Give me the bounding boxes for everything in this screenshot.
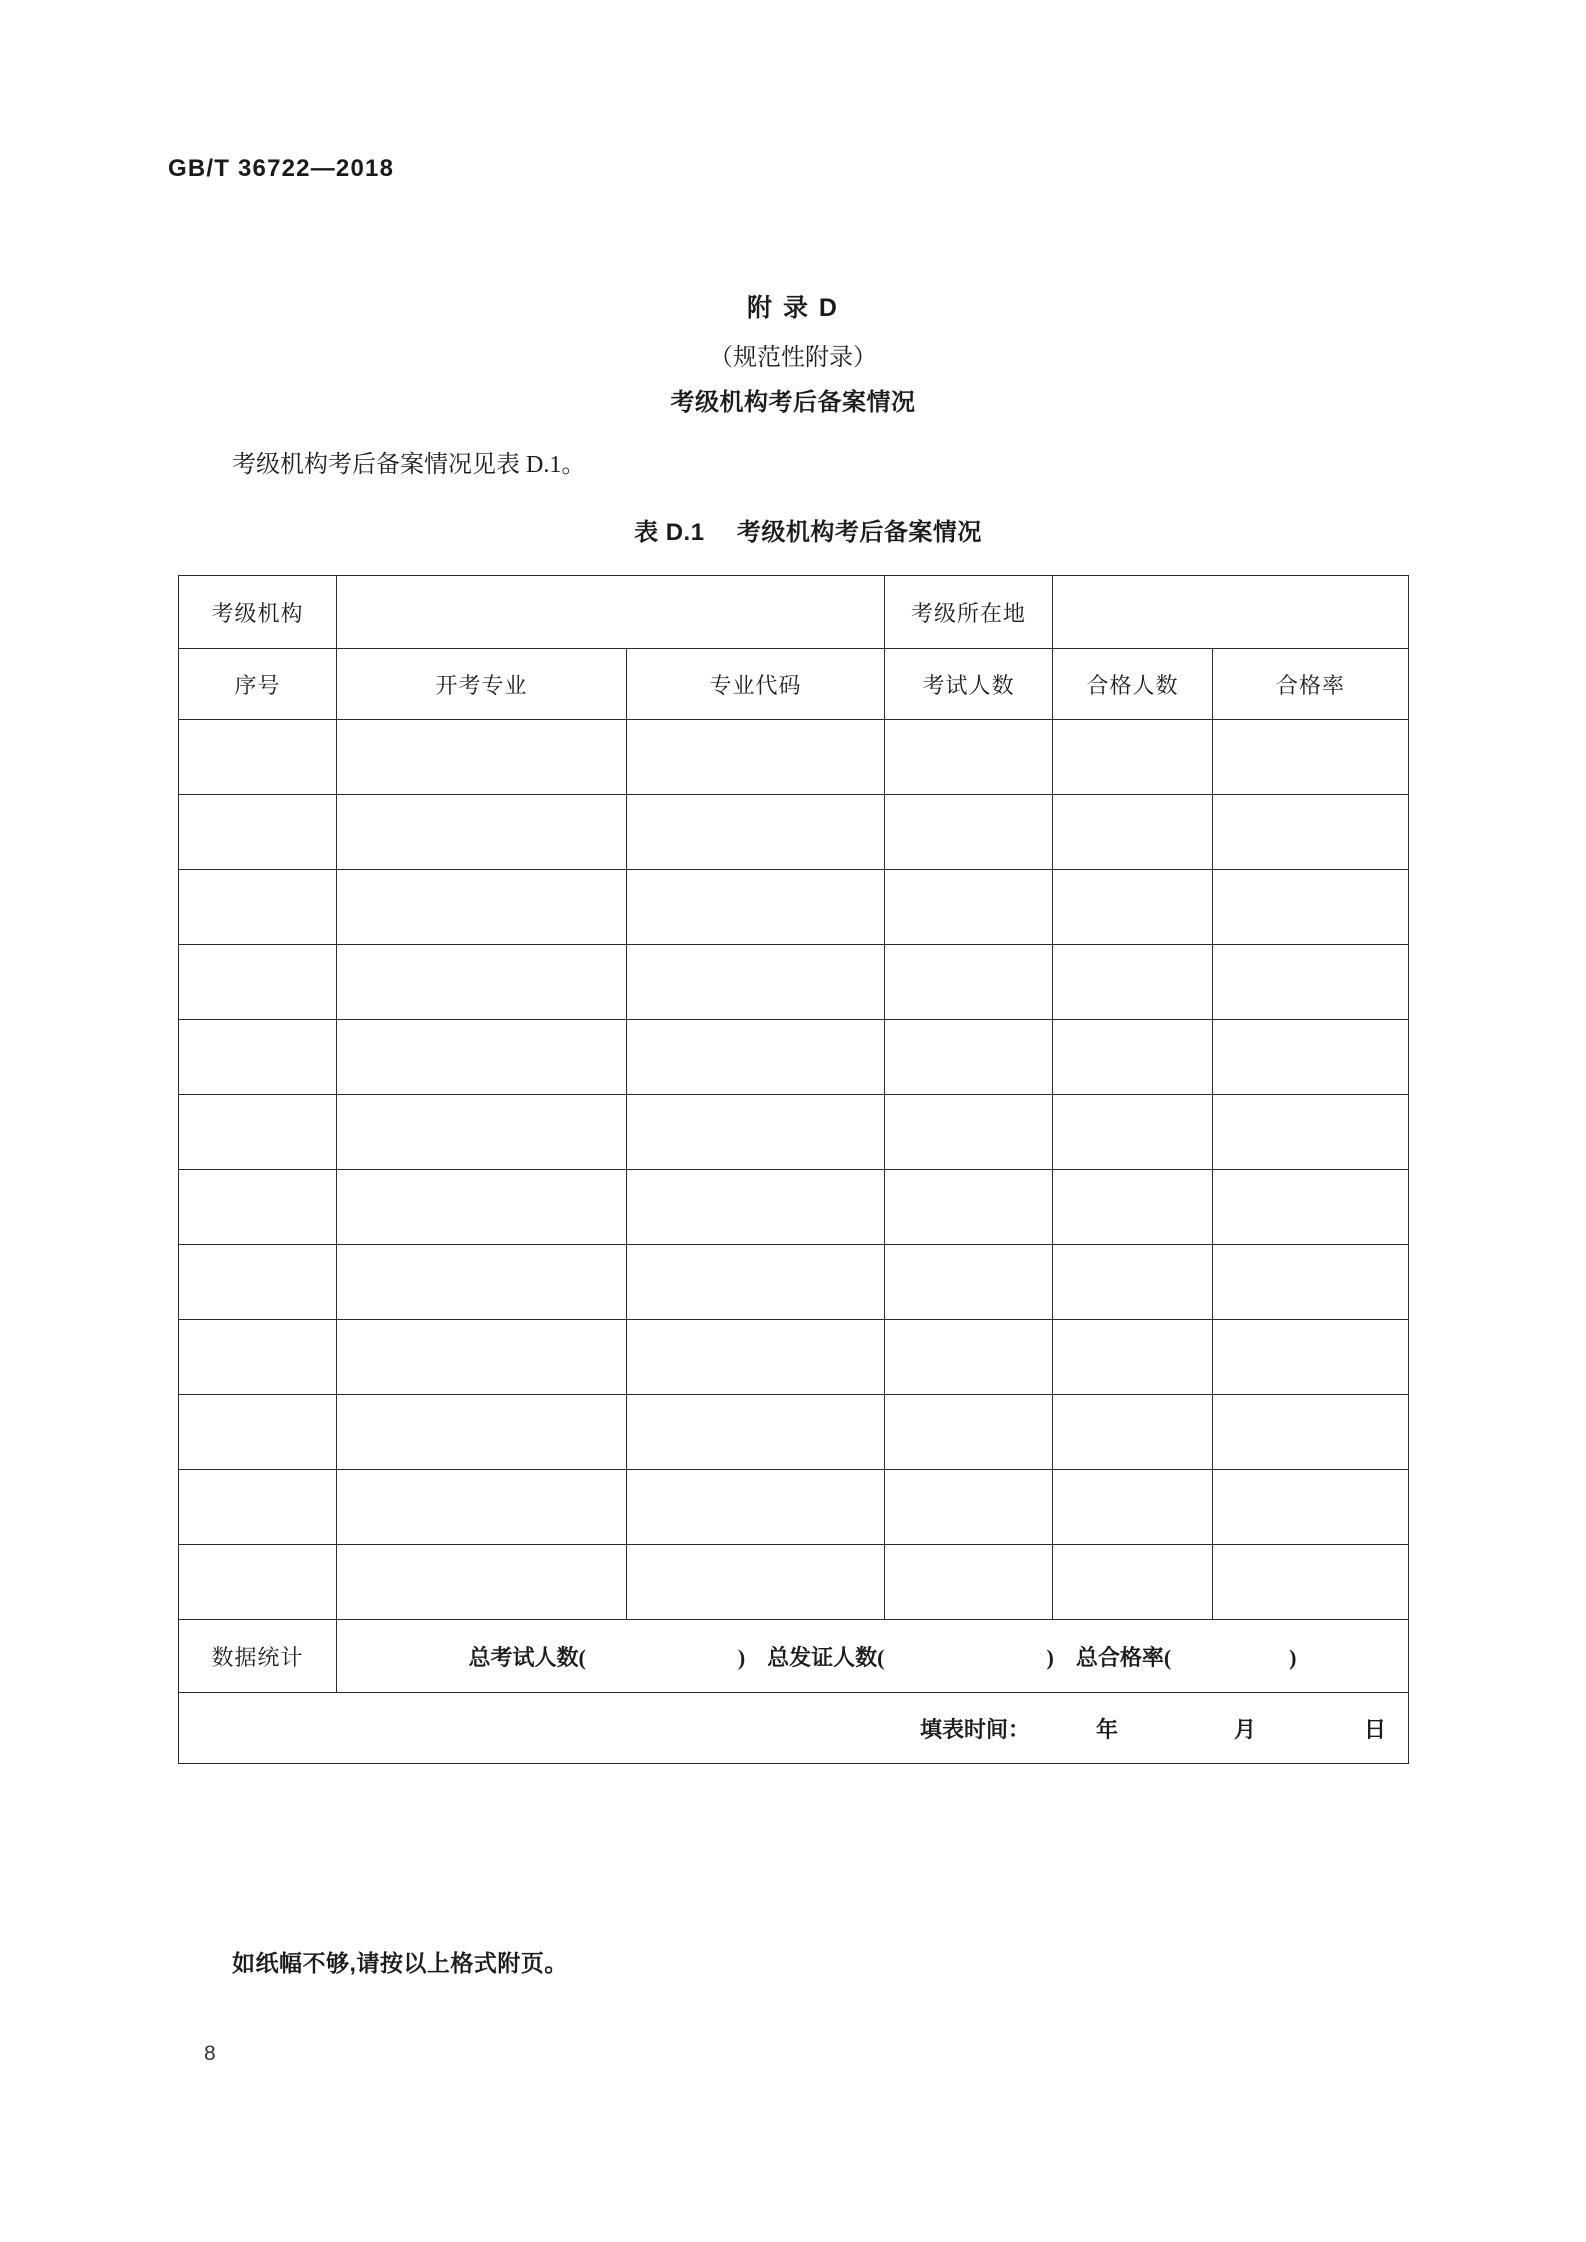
statistics-row xyxy=(179,1620,1409,1693)
fill-date-fields[interactable] xyxy=(179,1693,1409,1764)
cell-pass-rate[interactable] xyxy=(1213,1245,1409,1320)
cell-index[interactable] xyxy=(179,945,337,1020)
cell-index[interactable] xyxy=(179,1245,337,1320)
table-row xyxy=(179,1545,1409,1620)
cell-pass-count[interactable] xyxy=(1053,870,1213,945)
fill-date-label: 填表时间： xyxy=(919,1716,1030,1742)
cell-major-code[interactable] xyxy=(627,1170,885,1245)
annex-name: 考级机构考后备案情况 xyxy=(670,389,916,416)
cell-exam-count[interactable] xyxy=(885,720,1053,795)
cell-major-code[interactable] xyxy=(627,795,885,870)
statistics-label: 数据统计 xyxy=(179,1620,337,1693)
table-row xyxy=(179,1245,1409,1320)
footer-note: 如纸幅不够,请按以上格式附页。 xyxy=(232,1950,568,1976)
month-label: 月 xyxy=(1233,1716,1256,1742)
cell-exam-count[interactable] xyxy=(885,945,1053,1020)
cell-pass-count[interactable] xyxy=(1053,945,1213,1020)
cell-exam-count[interactable] xyxy=(885,1245,1053,1320)
intro-paragraph: 考级机构考后备案情况见表 D.1。 xyxy=(232,452,586,478)
cell-major[interactable] xyxy=(337,1545,627,1620)
cell-pass-rate[interactable] xyxy=(1213,870,1409,945)
cell-pass-count[interactable] xyxy=(1053,720,1213,795)
table-row xyxy=(179,1470,1409,1545)
cell-pass-rate[interactable] xyxy=(1213,720,1409,795)
table-caption-label: 表 D.1 xyxy=(634,519,705,546)
cell-exam-count[interactable] xyxy=(885,1470,1053,1545)
cell-exam-count[interactable] xyxy=(885,1020,1053,1095)
cell-pass-count[interactable] xyxy=(1053,795,1213,870)
cell-major-code[interactable] xyxy=(627,720,885,795)
page-number: 8 xyxy=(204,2042,216,2065)
cell-pass-count[interactable] xyxy=(1053,1470,1213,1545)
cell-index[interactable] xyxy=(179,1170,337,1245)
org-value-cell[interactable] xyxy=(337,576,885,649)
cell-pass-count[interactable] xyxy=(1053,1320,1213,1395)
cell-exam-count[interactable] xyxy=(885,1395,1053,1470)
cell-pass-rate[interactable] xyxy=(1213,1320,1409,1395)
cell-pass-count[interactable] xyxy=(1053,1095,1213,1170)
table-header-row xyxy=(179,576,1409,649)
table-row xyxy=(179,795,1409,870)
column-header-pass-count: 合格人数 xyxy=(1053,649,1213,720)
cell-major-code[interactable] xyxy=(627,1245,885,1320)
table-row xyxy=(179,945,1409,1020)
table-row xyxy=(179,1095,1409,1170)
table-row xyxy=(179,1170,1409,1245)
cell-pass-count[interactable] xyxy=(1053,1245,1213,1320)
location-value-cell[interactable] xyxy=(1053,576,1409,649)
total-pass-label: 总合格率( xyxy=(1075,1644,1172,1670)
cell-index[interactable] xyxy=(179,1020,337,1095)
total-exam-label: 总考试人数( xyxy=(468,1644,586,1670)
cell-major-code[interactable] xyxy=(627,870,885,945)
cell-index[interactable] xyxy=(179,1395,337,1470)
cell-exam-count[interactable] xyxy=(885,870,1053,945)
standard-code: GB/T 36722—2018 xyxy=(168,155,395,182)
cell-index[interactable] xyxy=(179,1470,337,1545)
cell-exam-count[interactable] xyxy=(885,1320,1053,1395)
annex-type: （规范性附录） xyxy=(709,345,877,371)
cell-major[interactable] xyxy=(337,1470,627,1545)
cell-pass-count[interactable] xyxy=(1053,1395,1213,1470)
cell-major[interactable] xyxy=(337,1395,627,1470)
column-header-pass-rate: 合格率 xyxy=(1213,649,1409,720)
table-row xyxy=(179,1020,1409,1095)
cell-major[interactable] xyxy=(337,945,627,1020)
cell-pass-rate[interactable] xyxy=(1213,1020,1409,1095)
cell-major[interactable] xyxy=(337,1020,627,1095)
cell-major[interactable] xyxy=(337,870,627,945)
cell-exam-count[interactable] xyxy=(885,795,1053,870)
cell-exam-count[interactable] xyxy=(885,1095,1053,1170)
statistics-fields[interactable] xyxy=(337,1620,1409,1693)
year-label: 年 xyxy=(1095,1716,1118,1742)
column-header-major-code: 专业代码 xyxy=(627,649,885,720)
total-pass-close: ) xyxy=(1289,1644,1297,1670)
cell-pass-rate[interactable] xyxy=(1213,1545,1409,1620)
table-row xyxy=(179,720,1409,795)
cell-pass-rate[interactable] xyxy=(1213,1170,1409,1245)
cell-index[interactable] xyxy=(179,1545,337,1620)
cell-pass-count[interactable] xyxy=(1053,1020,1213,1095)
column-header-row xyxy=(179,649,1409,720)
column-header-exam-count: 考试人数 xyxy=(885,649,1053,720)
cell-major-code[interactable] xyxy=(627,1020,885,1095)
cell-pass-rate[interactable] xyxy=(1213,1395,1409,1470)
cell-pass-count[interactable] xyxy=(1053,1170,1213,1245)
annex-title xyxy=(0,288,1586,324)
cell-pass-rate[interactable] xyxy=(1213,945,1409,1020)
cell-pass-rate[interactable] xyxy=(1213,1095,1409,1170)
cell-index[interactable] xyxy=(179,1095,337,1170)
location-label-cell: 考级所在地 xyxy=(885,576,1053,649)
cell-major[interactable] xyxy=(337,1095,627,1170)
day-label: 日 xyxy=(1363,1716,1386,1742)
table-caption-title: 考级机构考后备案情况 xyxy=(736,519,982,546)
cell-pass-rate[interactable] xyxy=(1213,795,1409,870)
table-row xyxy=(179,870,1409,945)
filing-form-table xyxy=(178,575,1409,1764)
cell-pass-rate[interactable] xyxy=(1213,1470,1409,1545)
cell-major[interactable] xyxy=(337,1320,627,1395)
column-header-index: 序号 xyxy=(179,649,337,720)
table-row xyxy=(179,1320,1409,1395)
cell-index[interactable] xyxy=(179,720,337,795)
cell-index[interactable] xyxy=(179,795,337,870)
cell-major-code[interactable] xyxy=(627,1320,885,1395)
column-header-major: 开考专业 xyxy=(337,649,627,720)
cell-major-code[interactable] xyxy=(627,1395,885,1470)
cell-major[interactable] xyxy=(337,1245,627,1320)
annex-title-text: 附 录 D xyxy=(747,294,839,322)
cell-pass-count[interactable] xyxy=(1053,1545,1213,1620)
org-label-cell: 考级机构 xyxy=(179,576,337,649)
cell-exam-count[interactable] xyxy=(885,1170,1053,1245)
total-cert-label: 总发证人数( xyxy=(767,1644,885,1670)
date-row xyxy=(179,1693,1409,1764)
cell-major-code[interactable] xyxy=(627,1545,885,1620)
cell-major-code[interactable] xyxy=(627,1095,885,1170)
table-caption xyxy=(0,512,1586,547)
cell-exam-count[interactable] xyxy=(885,1545,1053,1620)
cell-index[interactable] xyxy=(179,1320,337,1395)
total-exam-close: ) xyxy=(737,1644,746,1670)
cell-major[interactable] xyxy=(337,720,627,795)
cell-major[interactable] xyxy=(337,1170,627,1245)
cell-major-code[interactable] xyxy=(627,1470,885,1545)
table-row xyxy=(179,1395,1409,1470)
cell-major[interactable] xyxy=(337,795,627,870)
cell-index[interactable] xyxy=(179,870,337,945)
cell-major-code[interactable] xyxy=(627,945,885,1020)
total-cert-close: ) xyxy=(1046,1644,1054,1670)
